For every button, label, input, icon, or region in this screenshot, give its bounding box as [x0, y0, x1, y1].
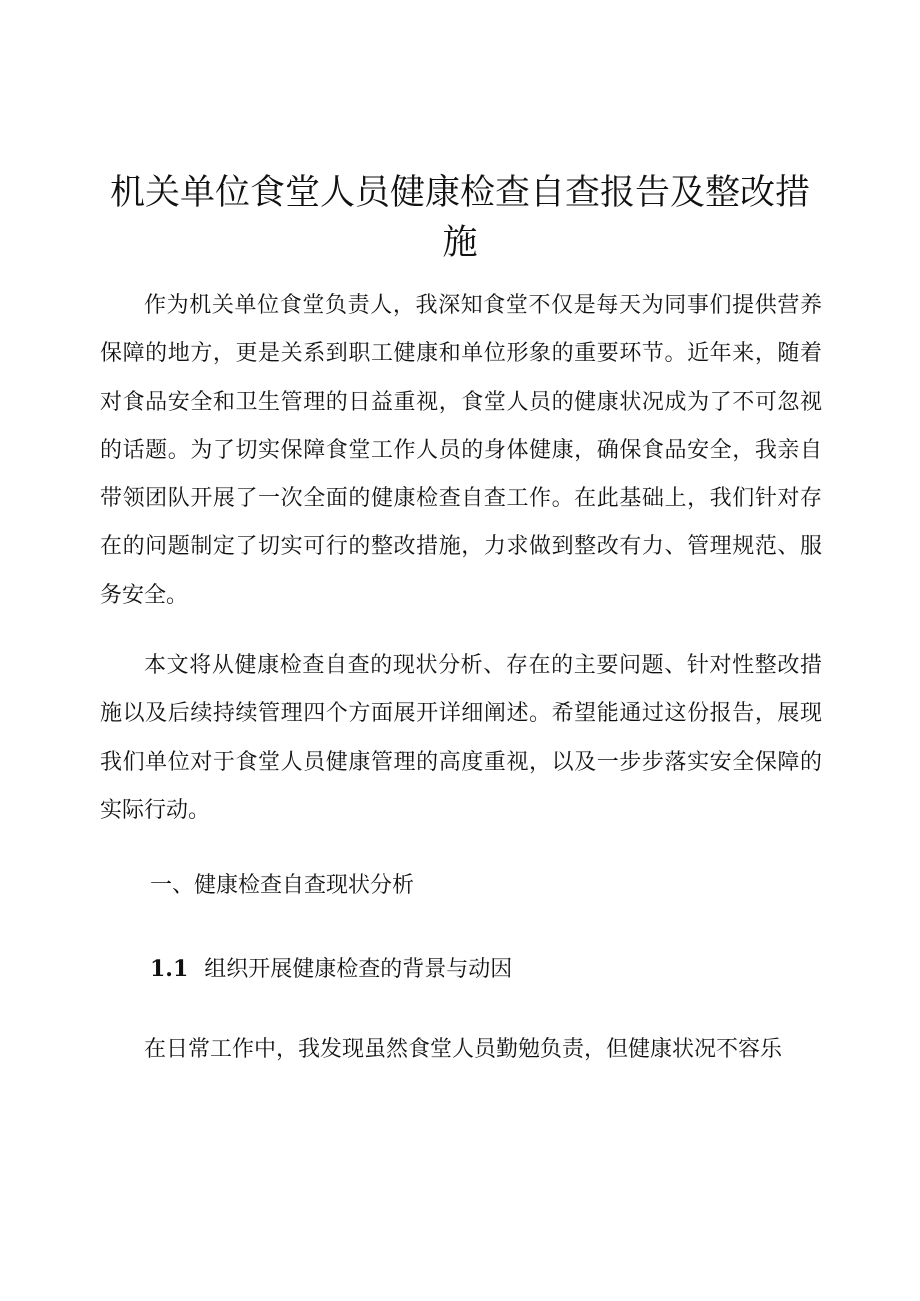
subsection-number: 1.1: [150, 956, 189, 982]
document-title: 机关单位食堂人员健康检查自查报告及整改措施: [110, 173, 811, 263]
section-heading: 一、健康检查自查现状分析: [150, 873, 415, 898]
intro-paragraph: 作为机关单位食堂负责人，我深知食堂不仅是每天为同事们提供营养保障的地方，更是关系到职工健康和单位形象的重要环节。近年来，随着对食品安全和卫生管理的日益重视，食堂人员的健康状况成为了不可忽视的话题。为了切实保障食堂工作人员的身体健康，确保食品安全，我亲自带领团队开展了一次全面的健康检查自查工作。在此基础上，我们针对存在的问题制定了切实可行的整改措施，力求做到整改有力、管理规范、服务安全。: [100, 293, 822, 608]
body-paragraph: 在日常工作中，我发现虽然食堂人员勤勉负责，但健康状况不容乐: [144, 1037, 783, 1062]
overview-paragraph: 本文将从健康检查自查的现状分析、存在的主要问题、针对性整改措施以及后续持续管理四个方面展开详细阐述。希望能通过这份报告，展现我们单位对于食堂人员健康管理的高度重视，以及一步步落实安全保障的实际行动。: [100, 653, 822, 823]
subsection-heading: [150, 953, 512, 986]
subsection-title: 组织开展健康检查的背景与动因: [204, 957, 513, 982]
